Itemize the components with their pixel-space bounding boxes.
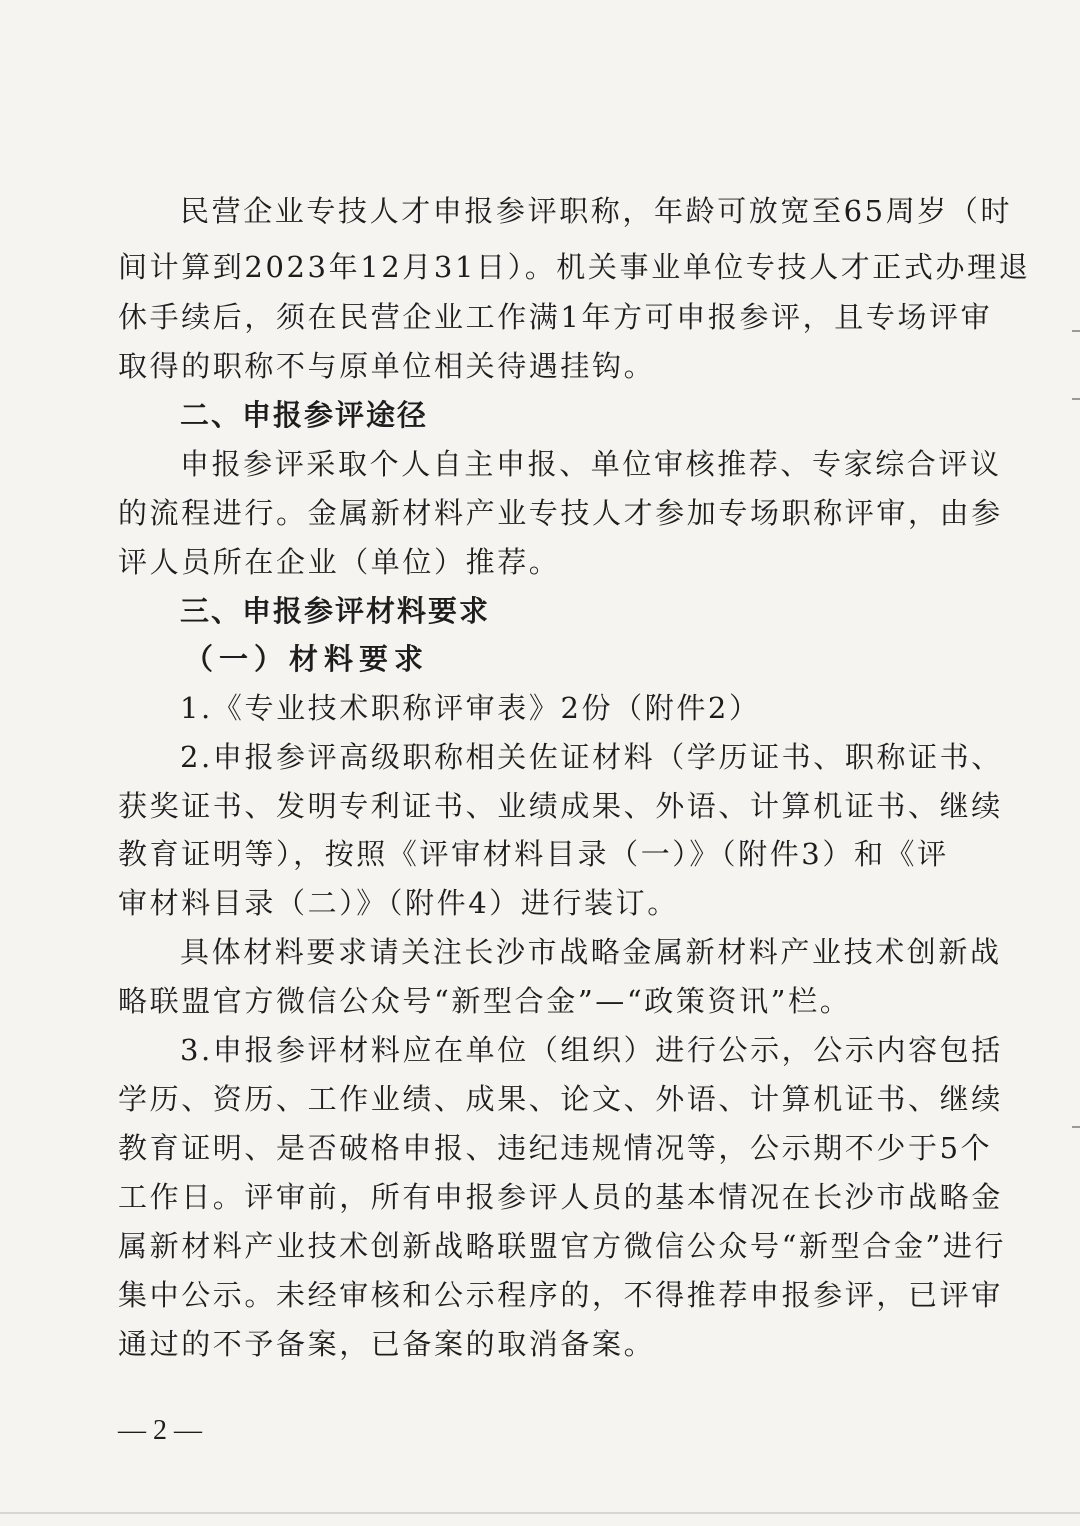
scan-edge-mark [1072,1126,1080,1128]
scan-edge-mark [1072,398,1080,400]
paragraph-line: 审材料目录（二）》（附件4）进行装订。 [118,886,679,920]
section-heading-3: 三、申报参评材料要求 [180,594,491,628]
section-heading-2: 二、申报参评途径 [180,398,429,432]
paragraph-line: 具体材料要求请关注长沙市战略金属新材料产业技术创新战 [180,935,1002,969]
scan-bottom-edge [0,1512,1080,1514]
list-item-2: 2.申报参评高级职称相关佐证材料（学历证书、职称证书、 [180,740,1003,774]
paragraph-line: 休手续后，须在民营企业工作满1年方可申报参评，且专场评审 [118,300,993,334]
paragraph-line: 获奖证书、发明专利证书、业绩成果、外语、计算机证书、继续 [118,789,1003,823]
paragraph-line: 工作日。评审前，所有申报参评人员的基本情况在长沙市战略金 [118,1180,1003,1214]
paragraph-line: 学历、资历、工作业绩、成果、论文、外语、计算机证书、继续 [118,1082,1003,1116]
paragraph-line: 间计算到2023年12月31日）。机关事业单位专技人才正式办理退 [118,250,1031,284]
paragraph-line: 属新材料产业技术创新战略联盟官方微信公众号“新型合金”进行 [118,1229,1007,1263]
sub-heading-materials: （一）材料要求 [184,642,430,676]
paragraph-line: 取得的职称不与原单位相关待遇挂钩。 [118,349,656,383]
page-number: — 2 — [118,1415,202,1446]
paragraph-line: 民营企业专技人才申报参评职称，年龄可放宽至65周岁（时 [180,194,1013,228]
paragraph-line: 教育证明等），按照《评审材料目录（一）》（附件3）和《评 [118,837,949,871]
list-item-3: 3.申报参评材料应在单位（组织）进行公示，公示内容包括 [180,1033,1003,1067]
paragraph-line: 申报参评采取个人自主申报、单位审核推荐、专家综合评议 [180,447,1002,481]
paragraph-line: 的流程进行。金属新材料产业专技人才参加专场职称评审，由参 [118,496,1003,530]
paragraph-line: 集中公示。未经审核和公示程序的，不得推荐申报参评，已评审 [118,1278,1003,1312]
paragraph-line: 略联盟官方微信公众号“新型合金”—“政策资讯”栏。 [118,984,852,1018]
scan-edge-mark [1072,330,1080,332]
paragraph-line: 教育证明、是否破格申报、违纪违规情况等，公示期不少于5个 [118,1131,993,1165]
list-item-1: 1.《专业技术职称评审表》2份（附件2） [180,691,761,725]
paragraph-line: 评人员所在企业（单位）推荐。 [118,545,561,579]
paragraph-line: 通过的不予备案，已备案的取消备案。 [118,1327,656,1361]
